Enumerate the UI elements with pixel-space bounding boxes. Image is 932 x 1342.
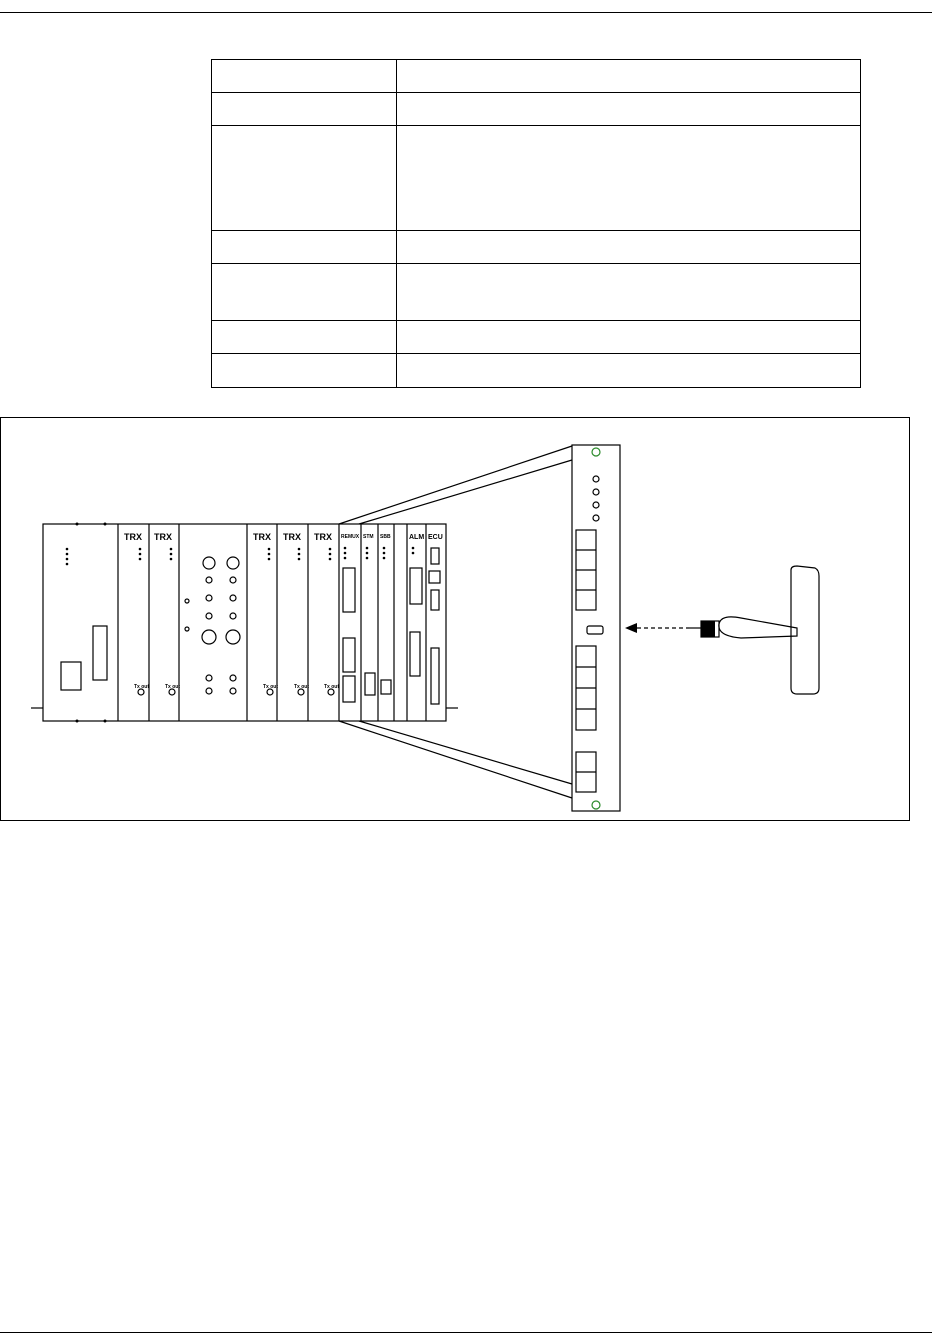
equipment-figure [0, 417, 910, 821]
footer-rule [0, 1332, 932, 1333]
spec-table [211, 59, 861, 388]
port-label: Tx out [294, 684, 309, 690]
table-cell [397, 264, 861, 321]
table-cell [397, 231, 861, 264]
module-label: TRX [283, 532, 301, 542]
module-label: STM [363, 534, 374, 540]
table-cell [212, 126, 397, 231]
zoom-line-bottom [339, 721, 572, 798]
port-label: Tx out [165, 684, 180, 690]
table-cell [212, 60, 397, 93]
table-cell [212, 354, 397, 388]
table-row [212, 126, 861, 231]
connector-icon [226, 630, 240, 644]
table-cell [212, 231, 397, 264]
table-cell [397, 321, 861, 354]
connector-icon [202, 630, 216, 644]
module-label: ECU [428, 534, 443, 541]
power-connector [61, 662, 81, 690]
t-handle-grip [791, 566, 819, 694]
rack-illustration [1, 418, 909, 820]
port-label: Tx out [324, 684, 339, 690]
table-row [212, 231, 861, 264]
module-label: SBB [380, 534, 391, 540]
power-slot [93, 626, 107, 680]
table-row [212, 93, 861, 126]
module-label: REMUX [341, 534, 360, 540]
module-label: ALM [409, 534, 425, 541]
table-row [212, 264, 861, 321]
module-label: TRX [314, 532, 332, 542]
screw-icon [592, 448, 600, 456]
table-cell [212, 93, 397, 126]
table-row [212, 321, 861, 354]
module-label: TRX [124, 532, 142, 542]
zoom-line-top [339, 446, 572, 524]
rack-outline [43, 524, 446, 721]
table-row [212, 60, 861, 93]
table-cell [397, 60, 861, 93]
tool-socket [587, 626, 603, 634]
port-label: Tx out [263, 684, 278, 690]
screw-icon [592, 801, 600, 809]
module-label: TRX [154, 532, 172, 542]
module-label: TRX [253, 532, 271, 542]
t-handle-shaft [719, 617, 797, 638]
table-row [212, 354, 861, 388]
table-cell [397, 126, 861, 231]
table-cell [397, 93, 861, 126]
table-cell [397, 354, 861, 388]
table-cell [212, 264, 397, 321]
header-rule [0, 12, 932, 13]
table-cell [212, 321, 397, 354]
port-label: Tx out [134, 684, 149, 690]
